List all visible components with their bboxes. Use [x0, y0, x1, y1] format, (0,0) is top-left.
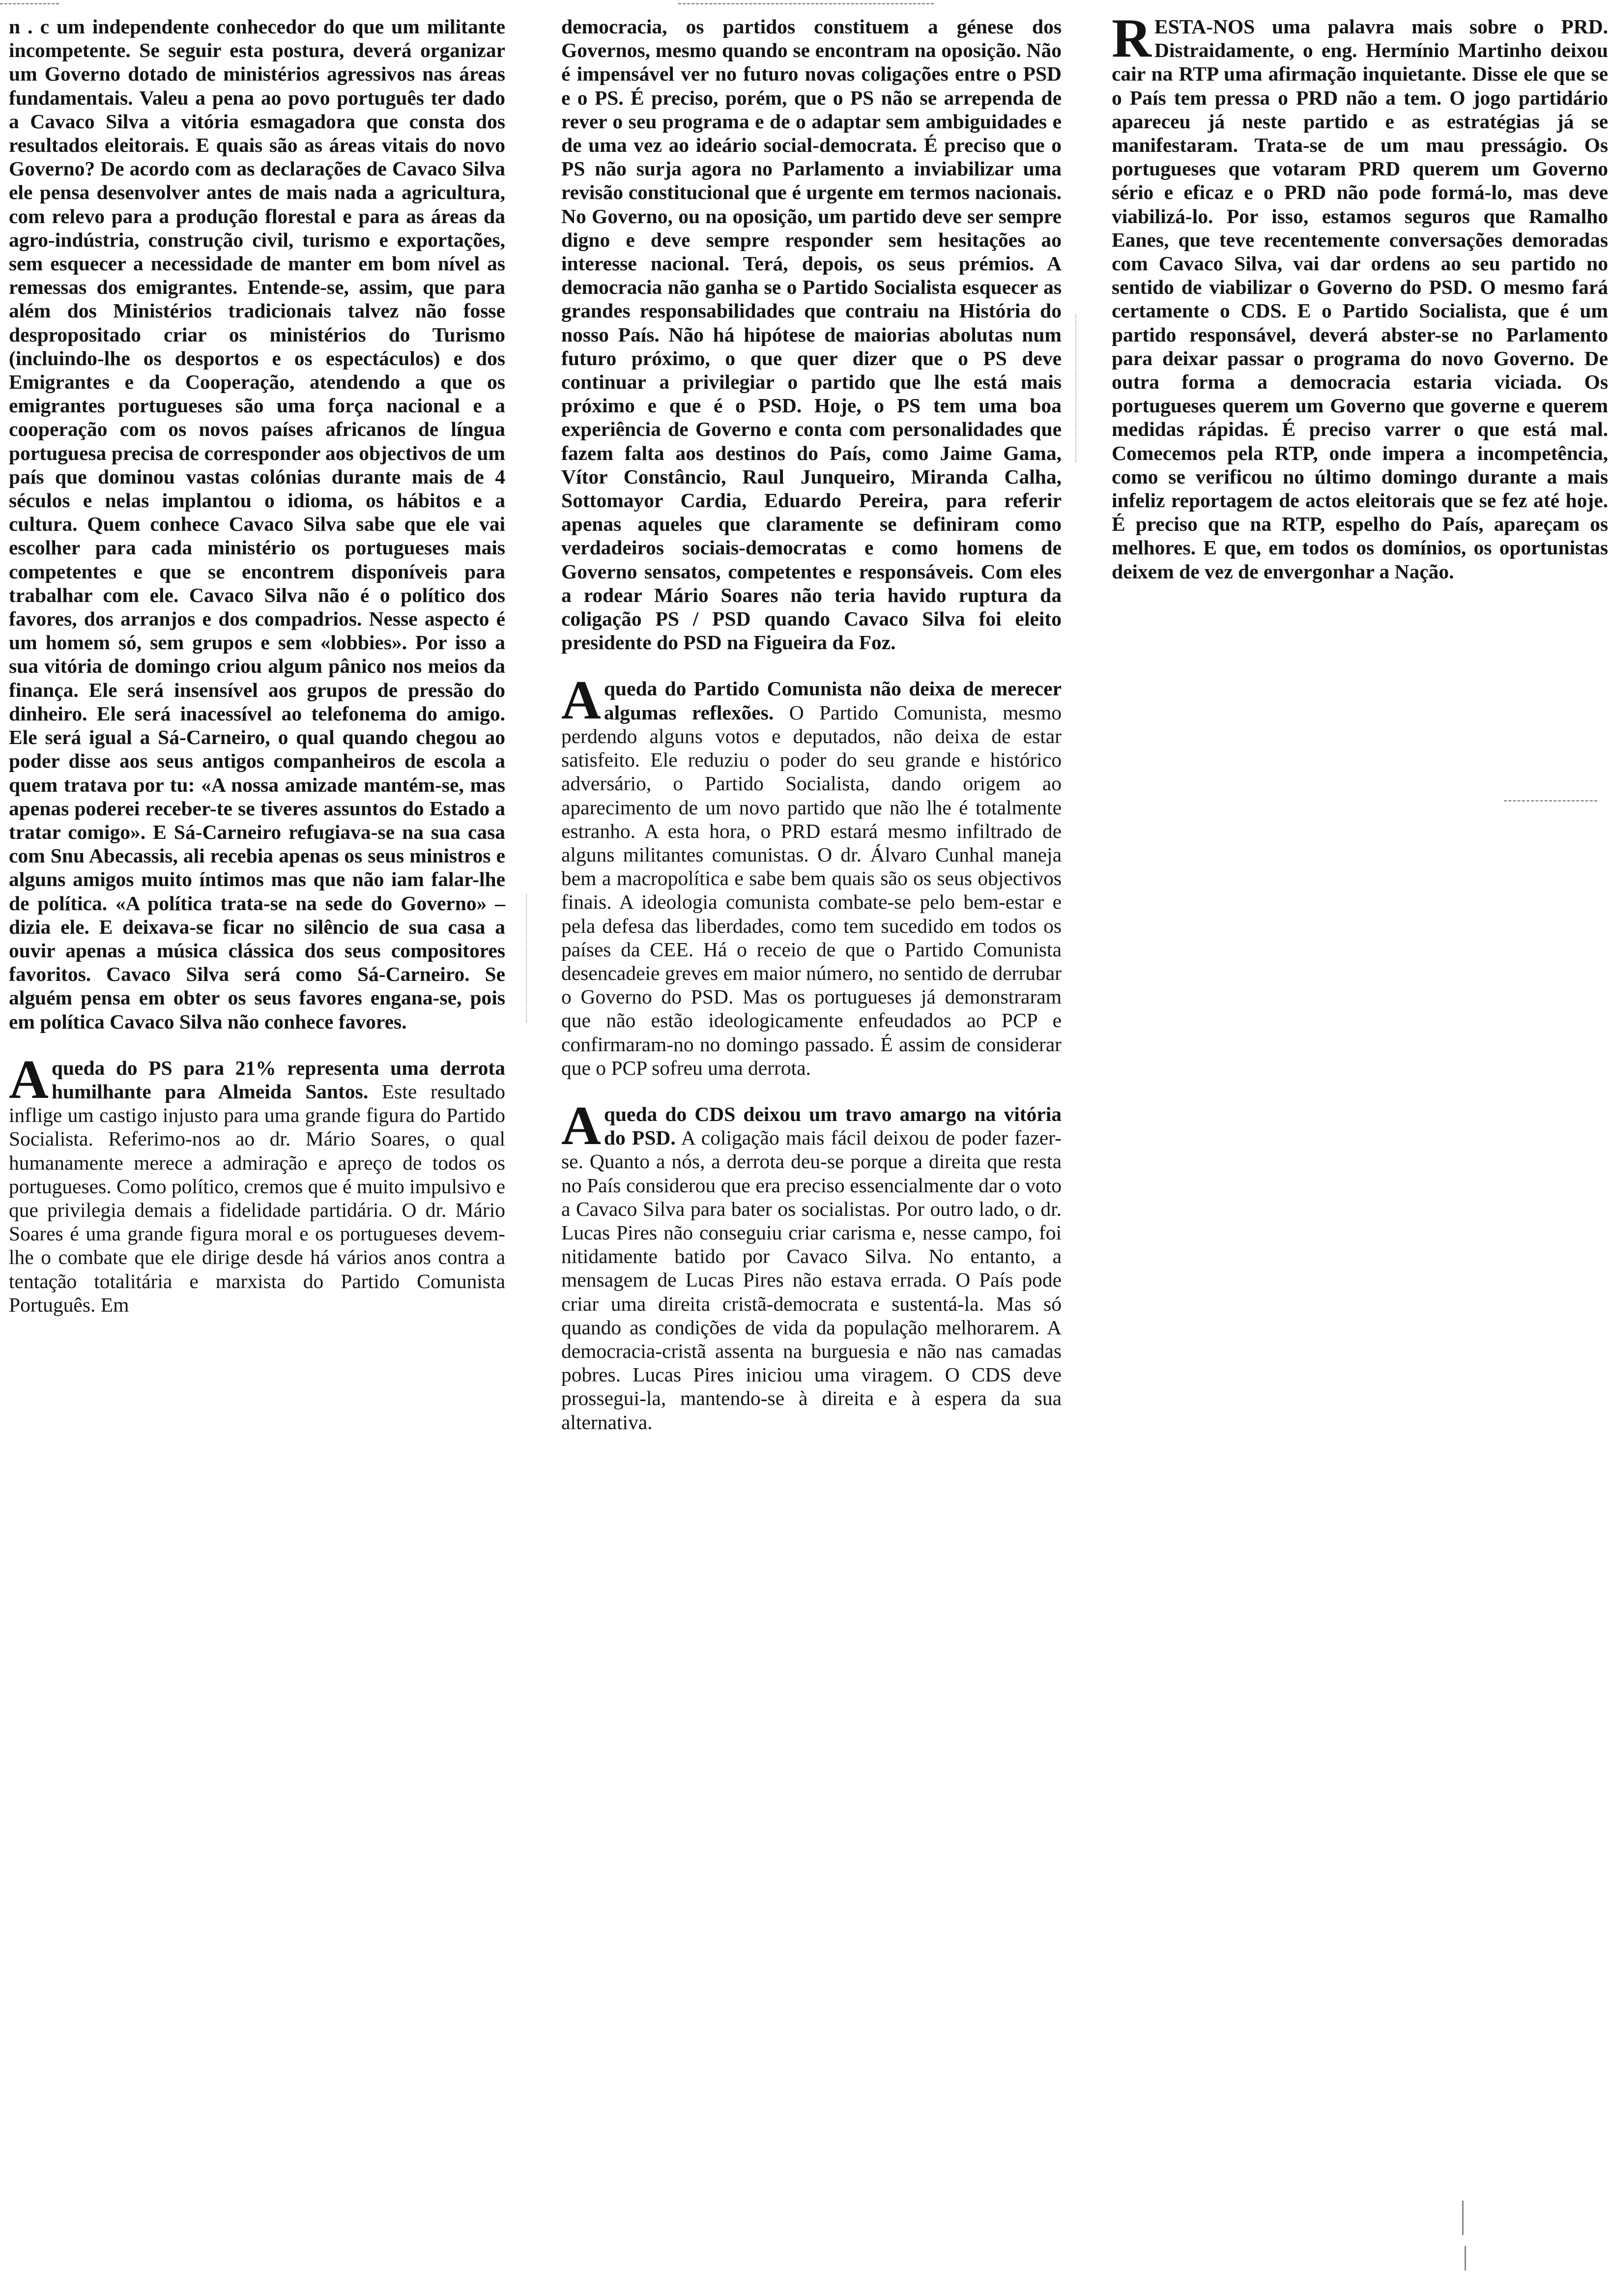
article-column-1	[9, 15, 505, 1317]
drop-cap: A	[561, 670, 601, 731]
paragraph-lead: queda do PS para 21% representa uma derrota humilhante para Almeida Santos.	[51, 1056, 505, 1103]
column-divider-left	[526, 894, 527, 1022]
drop-cap: R	[1112, 8, 1151, 69]
column-2-paragraph-3	[561, 1095, 1062, 1434]
top-rule-middle	[678, 3, 934, 4]
paragraph-lead: queda do CDS deixou um travo amargo na vitória do PSD.	[604, 1102, 1062, 1149]
column-1-paragraph-1	[9, 15, 505, 1033]
article-column-2	[561, 15, 1062, 1434]
column-2-text-3: A coligação mais fácil deixou de poder fazer-se. Quanto a nós, a derrota deu-se porque a direita que resta no País considerou que era preciso essencialmente dar o voto a Cavaco Silva para bater os socialistas. Por outro lado, o dr. Lucas Pires não conseguiu criar carisma e, nesse campo, foi nitidamente batido por Cavaco Silva. No entanto, a mensagem de Lucas Pires não estava errada. O País pode criar uma direita cristã-democrata e sustentá-la. Mas só quando as condições de vida da população melhorarem. A democracia-cristã assenta na burguesia e não nas camadas pobres. Lucas Pires iniciou uma viragem. O CDS deve prossegui-la, mantendo-se à direita e à espera da sua alternativa.	[561, 1126, 1062, 1434]
column-3-end-rule	[1504, 800, 1597, 802]
scan-mark	[1465, 2246, 1466, 2270]
column-3-text-1: Distraidamente, o eng. Hermínio Martinho deixou cair na RTP uma afirmação inquietante. Disse ele que se o País tem pressa o PRD não a tem. O jogo partidário apareceu já neste partido e as estratégias já se manifestaram. Trata-se de um mau presságio. Os portugueses que votaram PRD querem um Governo sério e eficaz e o PRD não pode formá-lo, mas deve viabilizá-lo. Por isso, estamos seguros que Ramalho Eanes, que teve recentemente conversações demoradas com Cavaco Silva, vai dar ordens ao seu partido no sentido de viabilizar o Governo do PSD. O mesmo fará certamente o CDS. E o Partido Socialista, que é um partido responsável, deverá abster-se no Parlamento para deixar passar o programa do novo Governo. De outra forma a democracia estaria viciada. Os portugueses querem um Governo que governe e querem medidas rápidas. É preciso varrer o que está mal. Comecemos pela RTP, onde impera a incompetência, como se verificou no último domingo durante a mais infeliz reportagem de actos eleitorais que se fez até hoje. É preciso que na RTP, espelho do País, apareçam os melhores. E que, em todos os domínios, os oportunistas deixem de vez de envergonhar a Nação.	[1112, 39, 1608, 583]
paragraph-lead: ESTA-NOS uma palavra mais sobre o PRD.	[1154, 15, 1608, 38]
top-rule-left	[0, 3, 59, 4]
column-2-text-2: O Partido Comunista, mesmo perdendo alguns votos e deputados, não deixa de estar satisfeito. Ele reduziu o poder do seu grande e histórico adversário, o Partido Socialista, dando origem ao aparecimento de um novo partido que não lhe é totalmente estranho. A esta hora, o PRD estará mesmo infiltrado de alguns militantes comunistas. O dr. Álvaro Cunhal maneja bem a macropolítica e sabe bem quais são os seus objectivos finais. A ideologia comunista combate-se pelo bem-estar e pela defesa das liberdades, como tem sucedido em todos os países da CEE. Há o receio de que o Partido Comunista desencadeie greves em maior número, no sentido de derrubar o Governo do PSD. Mas os portugueses já demonstraram que não estão ideologicamente enfeudados ao PCP e confirmaram-no no domingo passado. É assim de considerar que o PCP sofreu uma derrota.	[561, 701, 1062, 1079]
column-2-paragraph-2	[561, 670, 1062, 1079]
column-1-text-2: Este resultado inflige um castigo injusto para uma grande figura do Partido Socialista. Referimo-nos ao dr. Mário Soares, o qual humanamente merece a admiração e apreço de todos os portugueses. Como político, cremos que é muito impulsivo e que privilegia demais a fidelidade partidária. O dr. Mário Soares é uma grande figura moral e os portugueses devem-lhe o combate que ele dirige desde há vários anos contra a tentação totalitária e marxista do Partido Comunista Português. Em	[9, 1080, 505, 1316]
scan-mark	[1462, 2201, 1464, 2235]
drop-cap: A	[9, 1049, 49, 1110]
drop-cap: A	[561, 1095, 601, 1156]
column-2-text-1: democracia, os partidos constituem a génese dos Governos, mesmo quando se encontram na oposição. Não é impensável ver no futuro novas coligações entre o PSD e o PS. É preciso, porém, que o PS não se arrependa de rever o seu programa e de o adaptar sem ambiguidades e de uma vez ao ideário social-democrata. É preciso que o PS não surja agora no Parlamento a inviabilizar uma revisão constitucional que é urgente em termos nacionais. No Governo, ou na oposição, um partido deve ser sempre digno e deve sempre responder sem hesitações ao interesse nacional. Terá, depois, os seus prémios. A democracia não ganha se o Partido Socialista esquecer as grandes responsabilidades que contraiu na História do nosso País. Não há hipótese de maiorias abolutas num futuro próximo, o que quer dizer que o PS deve continuar a privilegiar o partido que lhe está mais próximo e que é o PSD. Hoje, o PS tem uma boa experiência de Governo e conta com personalidades que fazem falta aos destinos do País, como Jaime Gama, Vítor Constâncio, Raul Junqueiro, Miranda Calha, Sottomayor Cardia, Eduardo Pereira, para referir apenas aqueles que claramente se definiram como verdadeiros sociais-democratas e como homens de Governo sensatos, competentes e responsáveis. Com eles a rodear Mário Soares não teria havido ruptura da coligação PS / PSD quando Cavaco Silva foi eleito presidente do PSD na Figueira da Foz.	[561, 15, 1062, 654]
column-1-paragraph-2	[9, 1049, 505, 1317]
column-2-paragraph-1	[561, 15, 1062, 654]
column-divider-right	[1075, 315, 1076, 462]
column-3-paragraph-1	[1112, 8, 1608, 583]
column-1-text-1: n . c um independente conhecedor do que um militante incompetente. Se seguir esta postura, deverá organizar um Governo dotado de ministérios agressivos nas áreas fundamentais. Valeu a pena ao povo português ter dado a Cavaco Silva a vitória esmagadora que consta dos resultados eleitorais. E quais são as áreas vitais do novo Governo? De acordo com as declarações de Cavaco Silva ele pensa desenvolver antes de mais nada a agricultura, com relevo para a produção florestal e para as áreas da agro-indústria, construção civil, turismo e exportações, sem esquecer a necessidade de manter em bom nível as remessas dos emigrantes. Entende-se, assim, que para além dos Ministérios tradicionais talvez não fosse despropositado criar os ministérios do Turismo (incluindo-lhe os desportos e os espectáculos) e dos Emigrantes e da Cooperação, atendendo a que os emigrantes portugueses são uma força nacional e a cooperação com os novos países africanos de língua portuguesa precisa de corresponder aos objectivos de um país que dominou vastas colónias durante mais de 4 séculos e nelas implantou o idioma, os hábitos e a cultura. Quem conhece Cavaco Silva sabe que ele vai escolher para cada ministério os portugueses mais competentes e que se encontrem disponíveis para trabalhar com ele. Cavaco Silva não é o político dos favores, dos arranjos e dos compadrios. Nesse aspecto é um homem só, sem grupos e sem «lobbies». Por isso a sua vitória de domingo criou algum pânico nos meios da finança. Ele será insensível aos grupos de pressão do dinheiro. Ele será inacessível ao telefonema do amigo. Ele será igual a Sá-Carneiro, o qual quando chegou ao poder disse aos seus antigos companheiros de escola a quem tratava por tu: «A nossa amizade mantém-se, mas apenas poderei receber-te se tiveres assuntos do Estado a tratar comigo». E Sá-Carneiro refugiava-se na sua casa com Snu Abecassis, ali recebia apenas os seus ministros e alguns amigos muito íntimos mas que não iam falar-lhe de política. «A política trata-se na sede do Governo» – dizia ele. E deixava-se ficar no silêncio de sua casa a ouvir apenas a música clássica dos seus compositores favoritos. Cavaco Silva será como Sá-Carneiro. Se alguém pensa em obter os seus favores engana-se, pois em política Cavaco Silva não conhece favores.	[9, 15, 505, 1033]
paragraph-lead: queda do Partido Comunista não deixa de merecer algumas reflexões.	[604, 677, 1062, 724]
article-column-3	[1112, 8, 1608, 583]
